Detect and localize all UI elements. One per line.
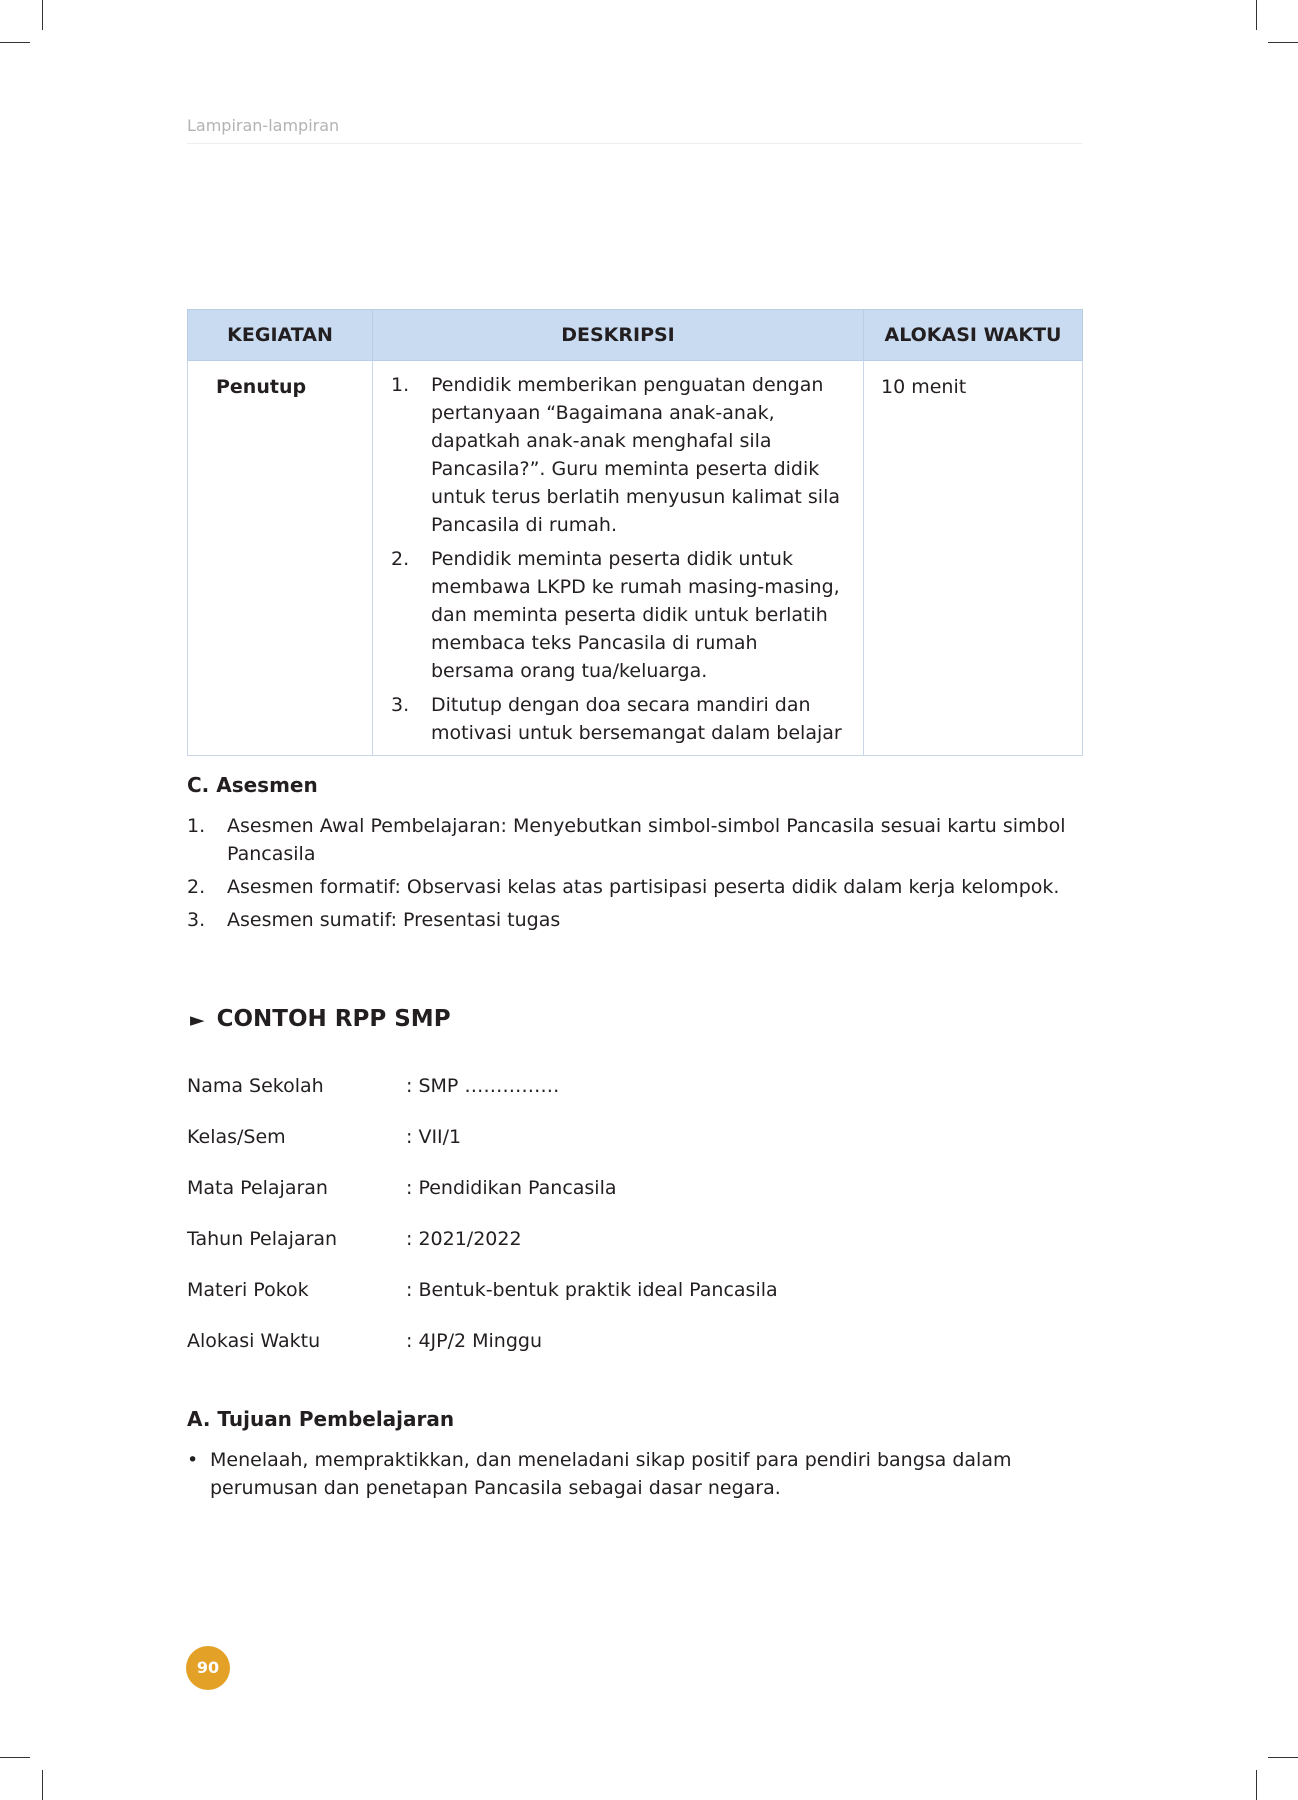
list-number: 2.	[391, 548, 410, 570]
list-number: 3.	[187, 909, 206, 931]
cell-kegiatan: Penutup	[188, 361, 373, 756]
list-text: Menelaah, mempraktikkan, dan meneladani sikap positif para pendiri bangsa dalam perumusan dan penetapan Pancasila sebagai dasar negara.	[210, 1449, 1012, 1499]
list-text: Asesmen sumatif: Presentasi tugas	[227, 909, 561, 931]
info-value: : 2021/2022	[406, 1228, 522, 1250]
info-value: : Bentuk-bentuk praktik ideal Pancasila	[406, 1279, 778, 1301]
crop-mark-bottom-left-v	[42, 1770, 43, 1800]
kegiatan-table	[187, 309, 1083, 756]
header-kegiatan: KEGIATAN	[188, 310, 373, 361]
list-number: 2.	[187, 876, 206, 898]
list-item	[391, 545, 843, 685]
asesmen-list	[187, 812, 1067, 939]
crop-mark-top-left-h	[0, 42, 30, 43]
list-text: Pendidik meminta peserta didik untuk membawa LKPD ke rumah masing-masing, dan meminta peserta didik untuk berlatih membaca teks Pancasila di rumah bersama orang tua/keluarga.	[431, 548, 840, 682]
crop-mark-bottom-right-h	[1268, 1757, 1298, 1758]
contoh-rpp-title: CONTOH RPP SMP	[216, 1006, 451, 1032]
list-item	[187, 873, 1067, 901]
list-text: Pendidik memberikan penguatan dengan pertanyaan “Bagaimana anak-anak, dapatkah anak-anak menghafal sila Pancasila?”. Guru meminta peserta didik untuk terus berlatih menyusun kalimat sila Pancasila di rumah.	[431, 374, 841, 536]
info-row	[187, 1279, 778, 1330]
list-text: Ditutup dengan doa secara mandiri dan motivasi untuk bersemangat dalam belajar	[431, 694, 842, 744]
crop-mark-top-right-v	[1256, 0, 1257, 30]
info-label: Alokasi Waktu	[187, 1330, 321, 1352]
info-row	[187, 1177, 778, 1228]
info-value: : 4JP/2 Minggu	[406, 1330, 542, 1352]
asesmen-heading: C. Asesmen	[187, 773, 318, 797]
info-label: Nama Sekolah	[187, 1075, 324, 1097]
header-deskripsi: DESKRIPSI	[373, 310, 864, 361]
info-row	[187, 1075, 778, 1126]
bullet-icon: •	[187, 1449, 199, 1471]
list-item	[187, 906, 1067, 934]
info-row	[187, 1228, 778, 1279]
deskripsi-list	[391, 371, 843, 747]
info-value: : VII/1	[406, 1126, 462, 1148]
info-label: Mata Pelajaran	[187, 1177, 328, 1199]
info-label: Materi Pokok	[187, 1279, 309, 1301]
list-text: Asesmen Awal Pembelajaran: Menyebutkan simbol-simbol Pancasila sesuai kartu simbol Pancasila	[227, 815, 1066, 865]
crop-mark-bottom-left-h	[0, 1757, 30, 1758]
info-label: Kelas/Sem	[187, 1126, 286, 1148]
info-value: : Pendidikan Pancasila	[406, 1177, 617, 1199]
list-item	[187, 812, 1067, 868]
triangle-marker-icon: ►	[190, 1009, 205, 1031]
crop-mark-bottom-right-v	[1256, 1770, 1257, 1800]
school-info-block	[187, 1075, 778, 1381]
info-value: : SMP ……………	[406, 1075, 560, 1097]
crop-mark-top-right-h	[1268, 42, 1298, 43]
crop-mark-top-left-v	[42, 0, 43, 30]
info-row	[187, 1330, 778, 1381]
cell-deskripsi	[373, 361, 864, 756]
list-item	[391, 691, 843, 747]
list-number: 1.	[187, 815, 206, 837]
list-number: 3.	[391, 694, 410, 716]
header-alokasi-waktu: ALOKASI WAKTU	[864, 310, 1083, 361]
table-header-row	[188, 310, 1083, 361]
contoh-rpp-heading	[190, 1006, 451, 1032]
page-number-badge: 90	[186, 1646, 230, 1690]
cell-alokasi-waktu: 10 menit	[864, 361, 1083, 756]
list-item	[187, 1446, 1067, 1502]
tujuan-list	[187, 1446, 1067, 1502]
list-number: 1.	[391, 374, 410, 396]
info-row	[187, 1126, 778, 1177]
table-row	[188, 361, 1083, 756]
running-header: Lampiran-lampiran	[187, 116, 1082, 144]
list-text: Asesmen formatif: Observasi kelas atas partisipasi peserta didik dalam kerja kelompok.	[227, 876, 1060, 898]
list-item	[391, 371, 843, 539]
info-label: Tahun Pelajaran	[187, 1228, 338, 1250]
tujuan-heading: A. Tujuan Pembelajaran	[187, 1407, 455, 1431]
